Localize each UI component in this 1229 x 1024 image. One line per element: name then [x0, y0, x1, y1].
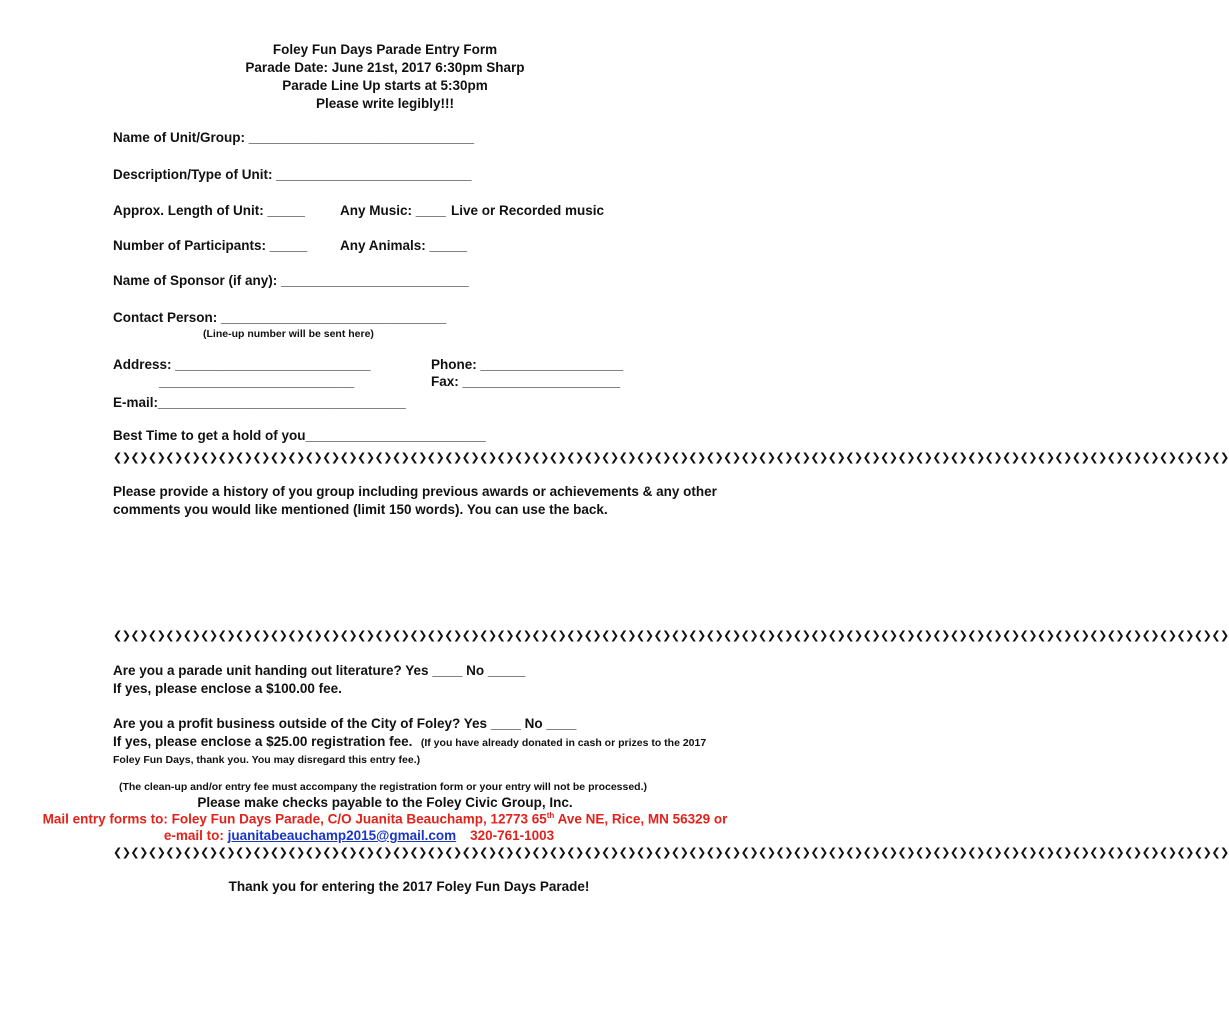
- profit-section: [113, 715, 706, 768]
- form-title: Foley Fun Days Parade Entry Form: [272, 42, 498, 57]
- write-legibly-note: Please write legibly!!!: [315, 96, 455, 111]
- address-field-line1[interactable]: Address: __________________________: [113, 357, 371, 372]
- fax-field[interactable]: Fax: _____________________: [431, 374, 621, 389]
- literature-section: [113, 662, 525, 698]
- unit-length-field[interactable]: Approx. Length of Unit: _____: [113, 203, 306, 218]
- best-time-field[interactable]: Best Time to get a hold of you________________________: [113, 428, 486, 443]
- phone-field[interactable]: Phone: ___________________: [431, 357, 624, 372]
- checks-payable: Please make checks payable to the Foley Civic Group, Inc.: [197, 795, 573, 810]
- contact-phone: 320-761-1003: [470, 828, 555, 843]
- unit-group-field[interactable]: Name of Unit/Group: ______________________________: [113, 130, 474, 145]
- profit-fee-line: [113, 733, 706, 752]
- profit-note: (If you have already donated in cash or prizes to the 2017: [420, 737, 707, 749]
- mail-address-a: Mail entry forms to: Foley Fun Days Parade, C/O Juanita Beauchamp, 12773 65: [42, 811, 547, 827]
- profit-fee: If yes, please enclose a $25.00 registration fee.: [113, 734, 413, 749]
- ornament-divider: ❮❯❮❯❮❯❮❯❮❯❮❯❮❯❮❯❮❯❮❯❮❯❮❯❮❯❮❯❮❯❮❯❮❯❮❯❮❯❮❯❮❯❮❯❮❯❮❯❮❯❮❯❮❯❮❯❮❯❮❯❮❯❮❯❮❯❮❯❮❯❮❯❮❯❮❯❮❯❮❯❮❯❮❯❮❯❮❯❮❯❮❯❮❯❮❯❮❯❮❯❮❯❮❯❮❯❮❯❮❯❮❯❮❯❮❯❮❯❮❯❮❯❮❯❮❯❮❯: [113, 846, 1229, 859]
- lineup-time: Parade Line Up starts at 5:30pm: [282, 78, 488, 93]
- mail-address-sup: th: [546, 811, 555, 820]
- thank-you-note: Thank you for entering the 2017 Foley Fun Days Parade!: [228, 879, 590, 894]
- contact-person-field[interactable]: Contact Person: ______________________________: [113, 310, 447, 325]
- animals-field[interactable]: Any Animals: _____: [340, 238, 468, 253]
- music-type-label: Live or Recorded music: [451, 203, 605, 218]
- email-instructions: [0, 828, 744, 843]
- mail-address-b: Ave NE, Rice, MN 56329 or: [554, 811, 728, 827]
- literature-fee: If yes, please enclose a $100.00 fee.: [113, 681, 342, 696]
- literature-question[interactable]: Are you a parade unit handing out literature? Yes ____ No _____: [113, 663, 526, 678]
- participants-field[interactable]: Number of Participants: _____: [113, 238, 308, 253]
- ornament-divider: ❮❯❮❯❮❯❮❯❮❯❮❯❮❯❮❯❮❯❮❯❮❯❮❯❮❯❮❯❮❯❮❯❮❯❮❯❮❯❮❯❮❯❮❯❮❯❮❯❮❯❮❯❮❯❮❯❮❯❮❯❮❯❮❯❮❯❮❯❮❯❮❯❮❯❮❯❮❯❮❯❮❯❮❯❮❯❮❯❮❯❮❯❮❯❮❯❮❯❮❯❮❯❮❯❮❯❮❯❮❯❮❯❮❯❮❯❮❯❮❯❮❯❮❯❮❯❮❯: [113, 451, 1229, 464]
- music-field[interactable]: Any Music: ____: [340, 203, 446, 218]
- email-label: e-mail to:: [163, 828, 228, 843]
- address-field-line2[interactable]: __________________________: [159, 374, 355, 389]
- email-link[interactable]: juanitabeauchamp2015@gmail.com: [227, 828, 457, 843]
- sponsor-field[interactable]: Name of Sponsor (if any): _________________________: [113, 273, 469, 288]
- mail-instructions: [0, 811, 770, 827]
- cleanup-note: (The clean-up and/or entry fee must accompany the registration form or your entry will not be processed.): [118, 781, 648, 793]
- parade-date: Parade Date: June 21st, 2017 6:30pm Sharp: [245, 60, 525, 75]
- profit-note-continued: Foley Fun Days, thank you. You may disregard this entry fee.): [113, 754, 421, 766]
- profit-question[interactable]: Are you a profit business outside of the City of Foley? Yes ____ No ____: [113, 716, 577, 731]
- history-instructions: [113, 483, 717, 519]
- email-field[interactable]: E-mail:_________________________________: [113, 395, 406, 410]
- history-line: comments you would like mentioned (limit 150 words). You can use the back.: [113, 502, 608, 517]
- form-header: [0, 41, 770, 113]
- description-field[interactable]: Description/Type of Unit: __________________________: [113, 167, 472, 182]
- history-line: Please provide a history of you group including previous awards or achievements & any other: [113, 484, 717, 499]
- contact-note: (Line-up number will be sent here): [203, 328, 374, 340]
- ornament-divider: ❮❯❮❯❮❯❮❯❮❯❮❯❮❯❮❯❮❯❮❯❮❯❮❯❮❯❮❯❮❯❮❯❮❯❮❯❮❯❮❯❮❯❮❯❮❯❮❯❮❯❮❯❮❯❮❯❮❯❮❯❮❯❮❯❮❯❮❯❮❯❮❯❮❯❮❯❮❯❮❯❮❯❮❯❮❯❮❯❮❯❮❯❮❯❮❯❮❯❮❯❮❯❮❯❮❯❮❯❮❯❮❯❮❯❮❯❮❯❮❯❮❯❮❯❮❯❮❯: [113, 629, 1229, 642]
